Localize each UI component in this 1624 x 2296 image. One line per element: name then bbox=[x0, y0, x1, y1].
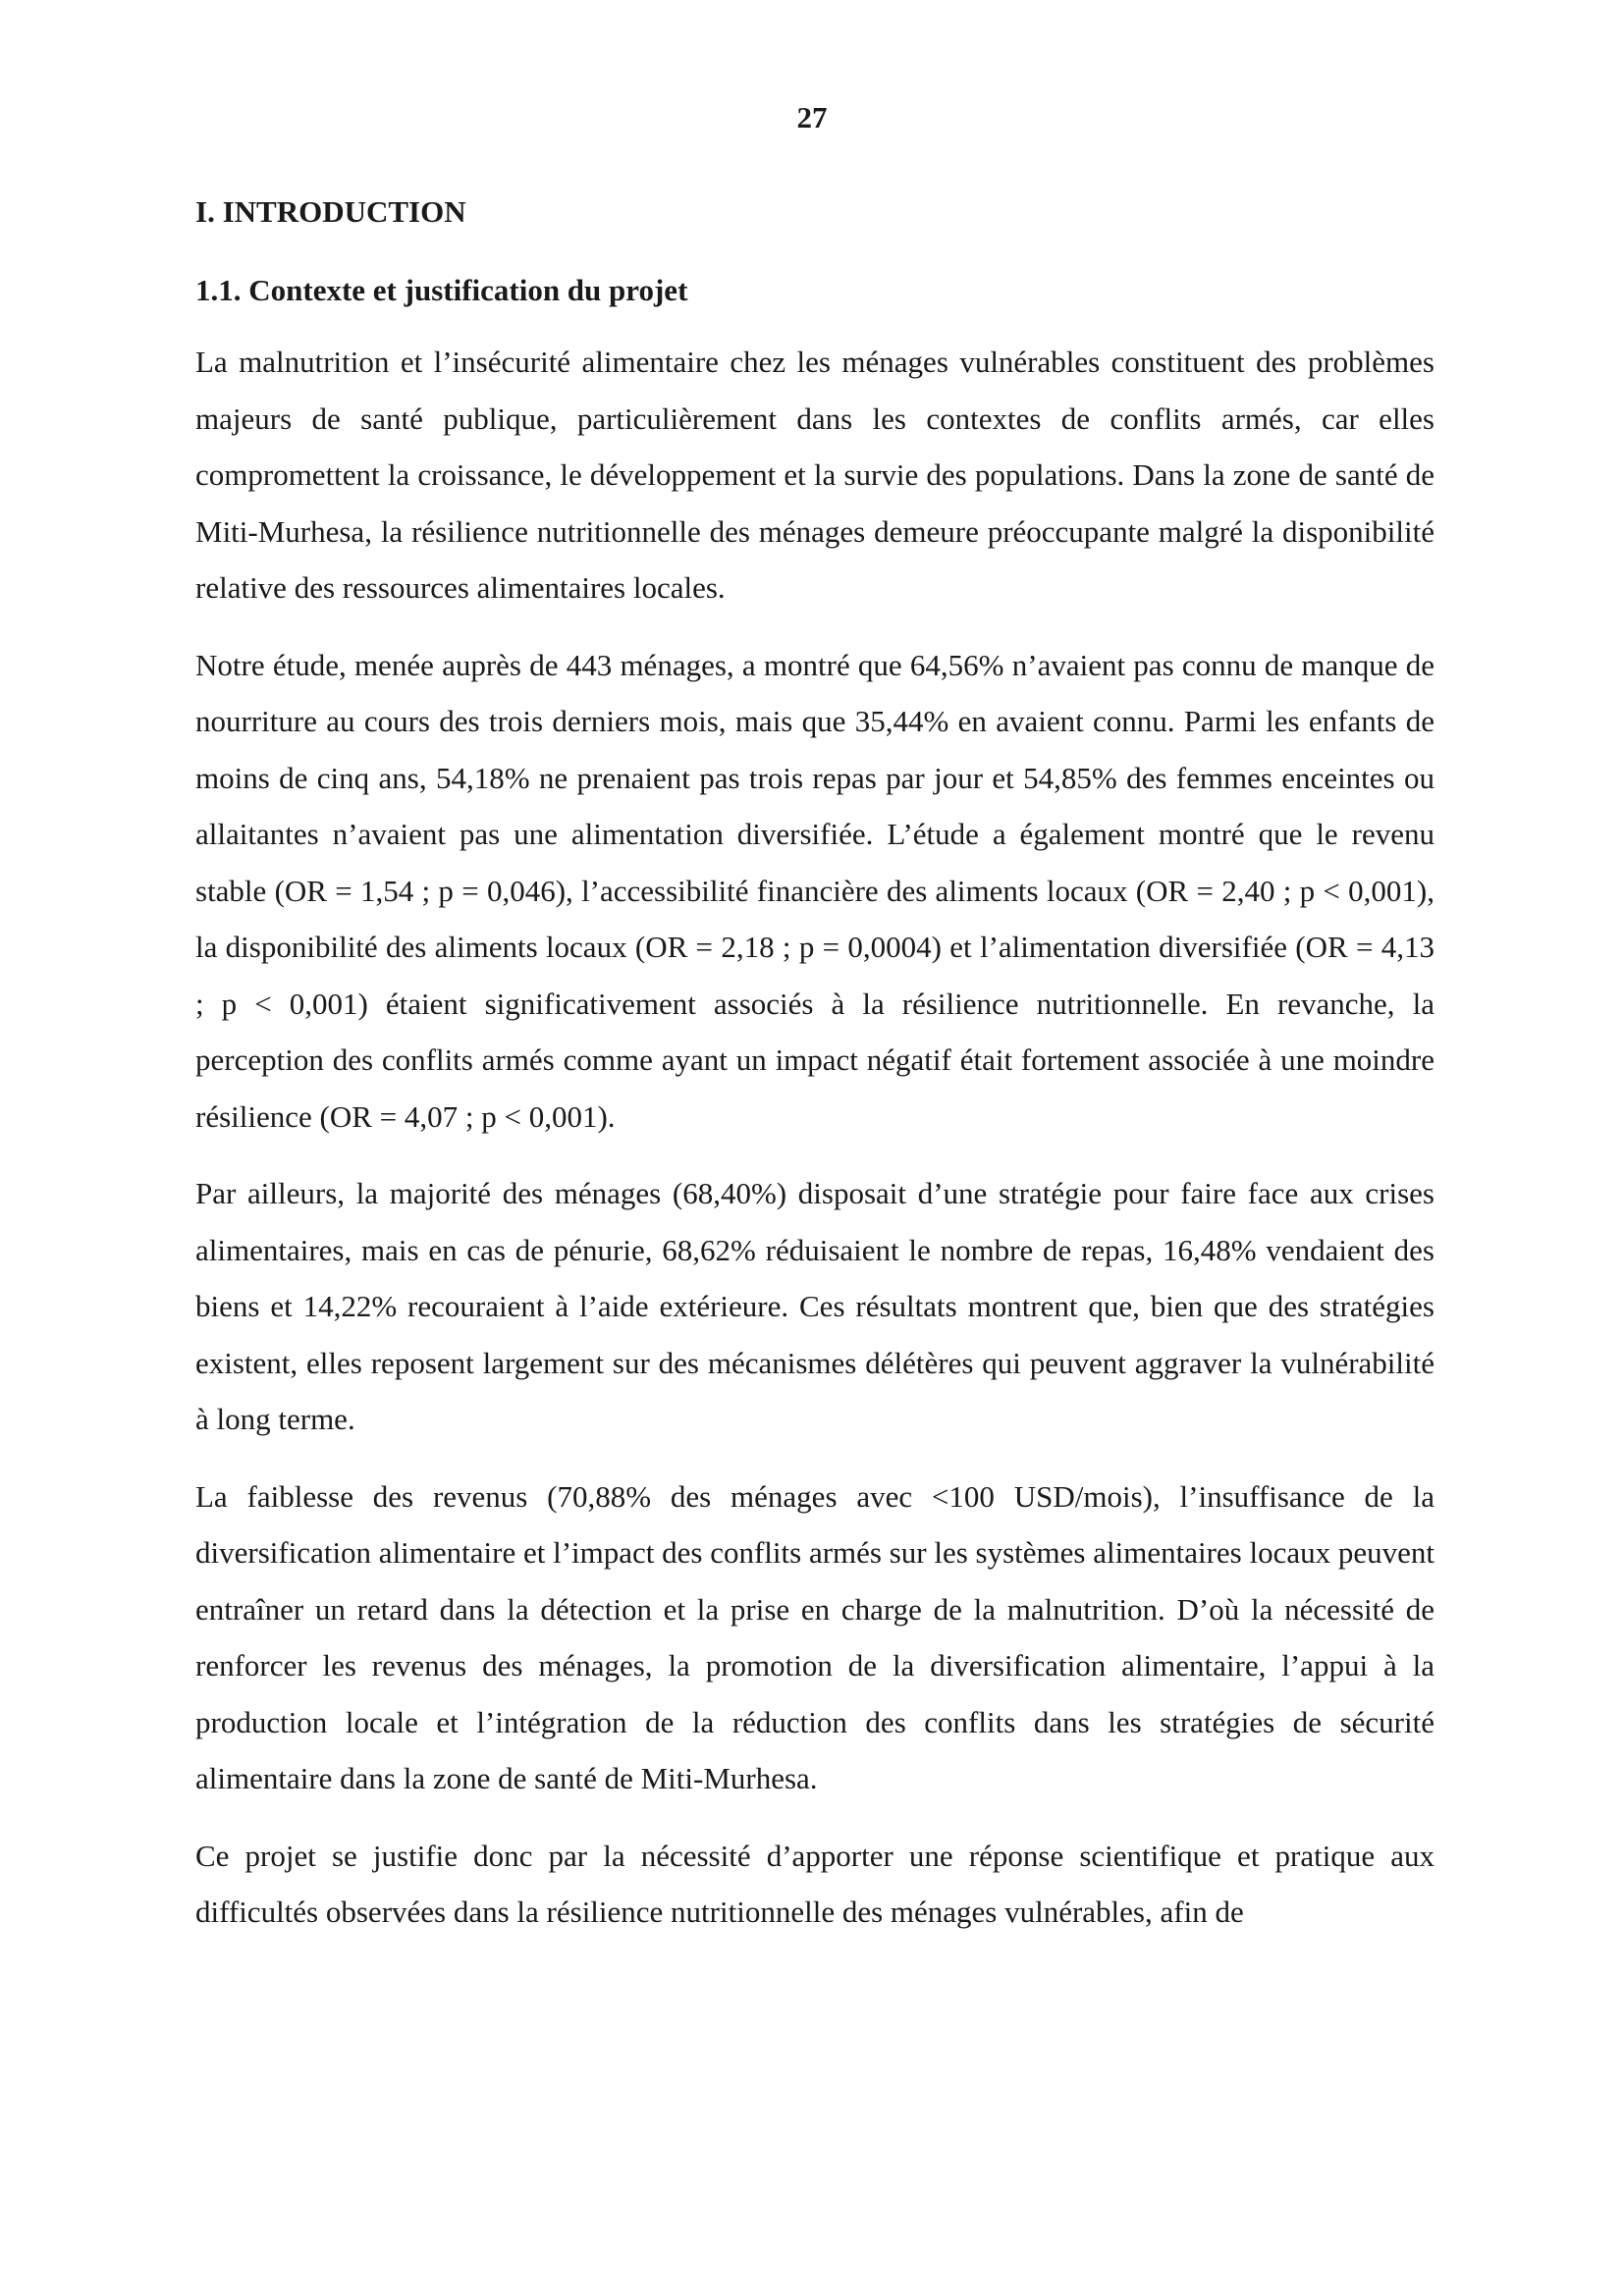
page-content bbox=[195, 190, 1435, 1961]
paragraph-coping-strategies: Par ailleurs, la majorité des ménages (68,40%) disposait d’une stratégie pour faire face aux crises alimentaires, mais en cas de pénurie, 68,62% réduisaient le nombre de repas, 16,48% vendaient des biens et 14,22% recouraient à l’aide extérieure. Ces résultats montrent que, bien que des stratégies existent, elles reposent largement sur des mécanismes délétères qui peuvent aggraver la vulnérabilité à long terme. bbox=[195, 1176, 1435, 1436]
paragraph-justification: Ce projet se justifie donc par la nécessité d’apporter une réponse scientifique et pratique aux difficultés observées dans la résilience nutritionnelle des ménages vulnérables, afin de bbox=[195, 1838, 1435, 1929]
subsection-title: 1.1. Contexte et justification du projet bbox=[195, 273, 688, 307]
paragraph-income-weakness: La faiblesse des revenus (70,88% des ménages avec <100 USD/mois), l’insuffisance de la diversification alimentaire et l’impact des conflits armés sur les systèmes alimentaires locaux peuvent entraîner un retard dans la détection et la prise en charge de la malnutrition. D’où la nécessité de renforcer les revenus des ménages, la promotion de la diversification alimentaire, l’appui à la production locale et l’intégration de la réduction des conflits dans les stratégies de sécurité alimentaire dans la zone de santé de Miti-Murhesa. bbox=[195, 1478, 1435, 1795]
page-number: 27 bbox=[796, 100, 828, 134]
paragraph-study-results: Notre étude, menée auprès de 443 ménages, a montré que 64,56% n’avaient pas connu de manque de nourriture au cours des trois derniers mois, mais que 35,44% en avaient connu. Parmi les enfants de moins de cinq ans, 54,18% ne prenaient pas trois repas par jour et 54,85% des femmes enceintes ou allaitantes n’avaient pas une alimentation diversifiée. L’étude a également montré que le revenu stable (OR = 1,54 ; p = 0,046), l’accessibilité financière des aliments locaux (OR = 2,40 ; p < 0,001), la disponibilité des aliments locaux (OR = 2,18 ; p = 0,0004) et l’alimentation diversifiée (OR = 4,13 ; p < 0,001) étaient significativement associés à la résilience nutritionnelle. En revanche, la perception des conflits armés comme ayant un impact négatif était fortement associée à une moindre résilience (OR = 4,07 ; p < 0,001). bbox=[195, 647, 1435, 1134]
paragraph-context: La malnutrition et l’insécurité alimentaire chez les ménages vulnérables constituent des problèmes majeurs de santé publique, particulièrement dans les contextes de conflits armés, car elles compromettent la croissance, le développement et la survie des populations. Dans la zone de santé de Miti-Murhesa, la résilience nutritionnelle des ménages demeure préoccupante malgré la disponibilité relative des ressources alimentaires locales. bbox=[195, 345, 1435, 605]
section-title: I. INTRODUCTION bbox=[195, 194, 466, 229]
